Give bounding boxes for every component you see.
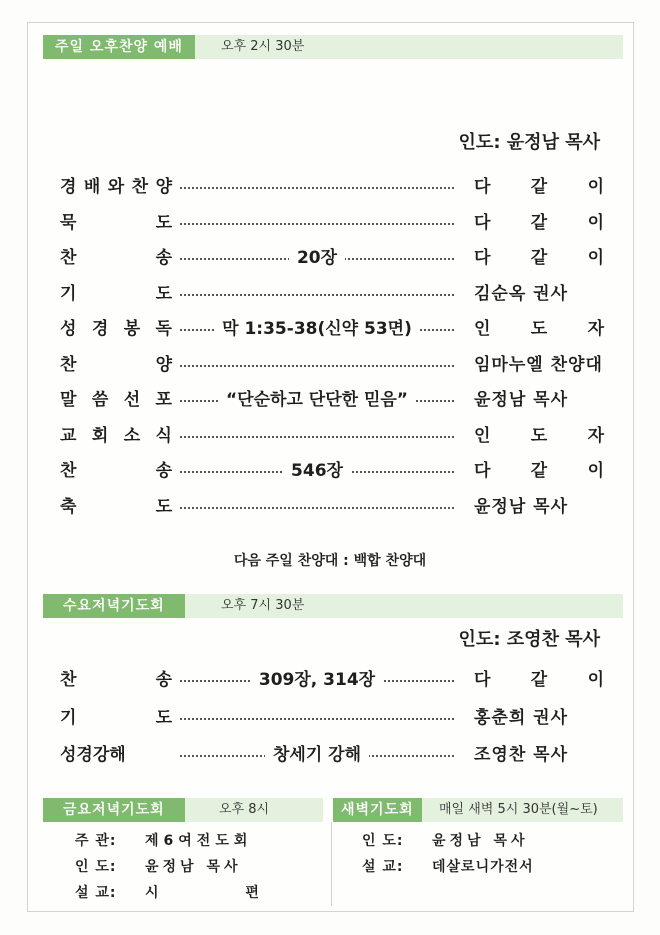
order-item-person: 인 도 자: [474, 319, 604, 339]
order-item-person: 임마누엘 찬양대: [474, 354, 603, 375]
order-item-person: 인 도 자: [474, 425, 604, 446]
order-row: [60, 311, 604, 347]
leader-dots: [180, 223, 454, 225]
dawn-sermon-label: 설 교:: [362, 859, 404, 875]
order-item-label: 기 도: [60, 283, 172, 304]
wednesday-section-time: 오후 7시 30분: [221, 598, 305, 613]
leader-dots: [180, 294, 454, 296]
order-row: [60, 489, 604, 525]
friday-section-time: 오후 8시: [219, 802, 270, 817]
order-item-person: 조영찬 목사: [474, 745, 569, 765]
dawn-leader: 윤정남 목사: [432, 833, 529, 849]
order-item-label: 성 경 봉 독: [60, 319, 172, 339]
wednesday-section-title: 수요저녁기도회: [43, 594, 185, 618]
order-item-detail: 309장, 314장: [180, 662, 454, 698]
friday-leader-label: 인 도:: [75, 859, 117, 875]
dawn-sermon: 데살로니가전서: [432, 859, 534, 875]
order-item-label: 찬 송: [60, 248, 172, 268]
leader-dots: [180, 718, 454, 720]
friday-section-title: 금요저녁기도회: [43, 798, 185, 822]
order-item-person: 윤정남 목사: [474, 496, 569, 517]
sunday-section-header: [43, 35, 623, 59]
order-row: [60, 240, 604, 276]
friday-sermon: 시 편: [145, 885, 260, 901]
order-item-detail: 창세기 강해: [180, 737, 454, 773]
friday-sermon-label: 설 교:: [75, 885, 117, 901]
order-item-detail: 막 1:35-38(신약 53면): [180, 311, 454, 347]
leader-dots: [180, 365, 454, 367]
order-row: [60, 700, 604, 736]
friday-leader: 윤정남 목사: [145, 859, 242, 875]
dawn-section-time: 매일 새벽 5시 30분(월~토): [439, 802, 598, 817]
order-item-label: 찬 양: [60, 354, 172, 375]
order-item-person: 다 같 이: [474, 670, 604, 690]
friday-section-header: [43, 798, 323, 822]
order-row: [60, 737, 604, 773]
dawn-leader-label: 인 도:: [362, 833, 404, 849]
order-item-person: 다 같 이: [474, 461, 604, 481]
order-item-label: 묵 도: [60, 212, 172, 233]
leader-dots: [180, 507, 454, 509]
dawn-section-title: 새벽기도회: [333, 798, 422, 822]
order-item-person: 윤정남 목사: [474, 390, 569, 410]
order-item-label: 경 배 와 찬 양: [60, 177, 172, 197]
order-item-person: 김순옥 권사: [474, 283, 569, 304]
column-divider: [331, 822, 332, 906]
order-item-label: 교 회 소 식: [60, 425, 172, 446]
order-item-person: 다 같 이: [474, 248, 604, 268]
order-row: [60, 276, 604, 312]
leader-dots: [180, 436, 454, 438]
order-item-detail: 546장: [180, 453, 454, 489]
order-item-person: 홍춘희 권사: [474, 707, 569, 728]
order-row: [60, 418, 604, 454]
order-row: [60, 205, 604, 241]
order-item-detail: 20장: [180, 240, 454, 276]
wednesday-section-header: [43, 594, 623, 618]
wednesday-leader: 인도: 조영찬 목사: [458, 629, 600, 650]
order-item-label: 찬 송: [60, 670, 172, 690]
order-row: [60, 662, 604, 698]
sunday-section-time: 오후 2시 30분: [221, 39, 305, 54]
order-item-label: 말 씀 선 포: [60, 390, 172, 410]
sunday-leader: 인도: 윤정남 목사: [458, 132, 600, 153]
order-item-detail: “단순하고 단단한 믿음”: [180, 382, 454, 418]
sunday-section-title: 주일 오후찬양 예배: [43, 35, 195, 59]
friday-host: 제6여전도회: [145, 833, 253, 849]
leader-dots: [180, 187, 454, 189]
order-row: [60, 169, 604, 205]
dawn-section-header: [333, 798, 623, 822]
order-row: [60, 453, 604, 489]
next-choir-notice: 다음 주일 찬양대 : 백합 찬양대: [233, 553, 427, 569]
friday-host-label: 주 관:: [75, 833, 117, 849]
order-row: [60, 382, 604, 418]
order-item-person: 다 같 이: [474, 212, 604, 233]
order-item-label: 축 도: [60, 496, 172, 517]
order-item-label: 찬 송: [60, 461, 172, 481]
order-row: [60, 347, 604, 383]
order-item-label: 성경강해: [60, 745, 126, 765]
order-item-label: 기 도: [60, 707, 172, 728]
order-item-person: 다 같 이: [474, 177, 604, 197]
